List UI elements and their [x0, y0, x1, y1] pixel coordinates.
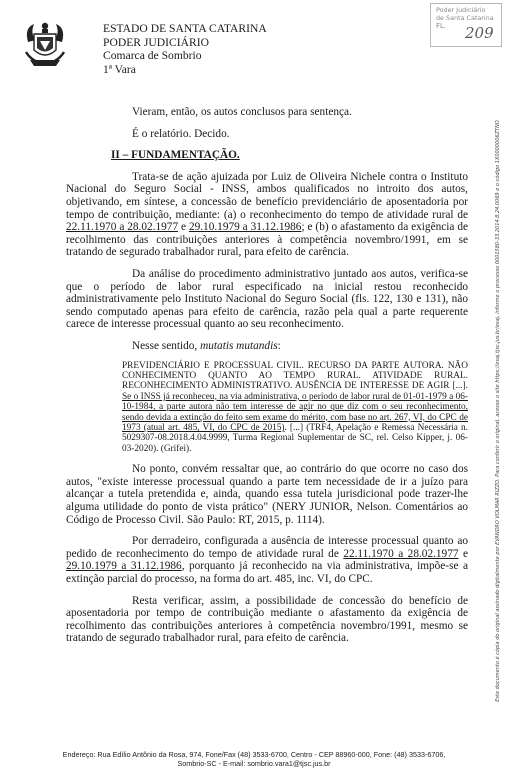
quote-underlined: Se o INSS já reconheceu, na via administrativa, o período de labor rural de 01-01-1979 a 06-10-1984, a parte autora não tem interesse de agir no que diz com o seu reconhecimento, sendo devida a extinção do feito sem exame do mérito, com base no art. 267, VI, do CPC de 1973 (atual art. 485, VI, do CPC de 2015)	[122, 391, 468, 433]
paragraph-6: Resta verificar, assim, a possibilidade de concessão do benefício de aposentadoria por tempo de contribuição mediante o afastamento da exigência de recolhimento das contribuições anteriores à competência novembro/1991, mesmo se tratando de segurado trabalhador rural, para efeito de carência.	[66, 594, 468, 645]
paragraph-4: No ponto, convém ressaltar que, ao contrário do que ocorre no caso dos autos, "existe interesse processual quando a parte tem necessidade de ir a juízo para alcançar a tutela pretendida e, ainda, quando essa tutela jurisdicional pode trazer-lhe alguma utilidade do ponto de vista prático" (NERY JUNIOR, Nelson. Comentários ao Código de Processo Civil. São Paulo: RT, 2015, p. 1114).	[66, 463, 468, 526]
p5-text-e: e	[458, 547, 468, 560]
page-stamp	[430, 3, 502, 47]
quote-text-a: PREVIDENCIÁRIO E PROCESSUAL CIVIL. RECURSO DA PARTE AUTORA. NÃO CONHECIMENTO QUANTO AO TEMPO RURAL. ATIVIDADE RURAL. RECONHECIMENTO ADMINISTRATIVO. AUSÊNCIA DE INTERESSE DE AGIR [...].	[122, 360, 468, 392]
paragraph-5	[66, 535, 468, 585]
court-header	[103, 22, 267, 76]
footer-contact: Sombrio-SC - E-mail: sombrio.vara1@tjsc.jus.br	[177, 759, 331, 769]
section-heading: II – FUNDAMENTAÇÃO.	[111, 149, 240, 162]
paragraph-relatorio: É o relatório. Decido.	[132, 127, 230, 140]
paragraph-2: Da análise do procedimento administrativo juntado aos autos, verifica-se que o período de labor rural especificado na inicial restou reconhecido administrativamente pelo Instituto Nacional do Seguro Social (fls. 122, 130 e 131), não sendo computado apenas para efeito de carência, razão pela qual a parte requerente carece de interesse processual quanto ao seu reconhecimento.	[66, 267, 468, 331]
coat-of-arms-icon	[22, 20, 68, 70]
footer-address: Endereço: Rua Edílio Antônio da Rosa, 974, Fone/Fax (48) 3533-6700, Centro - CEP 88960-000, Fone: (48) 3533-6706,	[62, 750, 446, 759]
p3-text-b: :	[277, 339, 281, 352]
p1-date-1: 22.11.1970 a 28.02.1977	[66, 221, 179, 234]
p5-text-a: Por derradeiro, configurada a ausência de interesse processual quanto ao pedido de reconhecimento do tempo de atividade rural de	[66, 535, 468, 560]
judicial-branch: PODER JUDICIÁRIO	[103, 35, 209, 49]
court-name: 1ª Vara	[103, 62, 136, 76]
stamp-line-2: de Santa Catarina	[436, 14, 494, 22]
p1-text-b: ; e (b) o afastamento da exigência de recolhimento das contribuições anteriores à competência novembro/1991, em se tratando de segurado trabalhador rural, para efeito de carência.	[66, 221, 468, 259]
case-law-quote	[122, 361, 468, 455]
state-name: ESTADO DE SANTA CATARINA	[103, 22, 267, 35]
p3-text-a: Nesse sentido,	[132, 339, 201, 352]
quote-text-b: . [...] (TRF4, Apelação e Remessa Necessária n. 5029307-08.2018.4.04.9999, Turma Regional Suplementar de SC, rel. Celso Kipper, j. 06-03-2020). (Grifei).	[122, 422, 468, 454]
stamp-page-number: 209	[465, 24, 494, 42]
paragraph-conclusos: Vieram, então, os autos conclusos para sentença.	[132, 106, 352, 118]
signature-sidebar	[492, 58, 504, 764]
paragraph-1	[66, 171, 468, 259]
p1-text-e: e	[178, 221, 189, 234]
district-name: Comarca de Sombrio	[103, 49, 202, 63]
p5-date-1: 22.11.1970 a 28.02.1977	[343, 547, 459, 560]
p1-date-2: 29.10.1979 a 31.12.1986	[188, 221, 302, 234]
p3-latin: mutatis mutandis	[200, 339, 278, 352]
stamp-line-1: Poder Judiciário	[436, 6, 486, 14]
p5-date-2: 29.10.1979 a 31.12.1986	[66, 560, 182, 573]
p1-text-a: Trata-se de ação ajuizada por Luiz de Oliveira Nichele contra o Instituto Nacional do Seguro Social - INSS, ambos qualificados no introito dos autos, objetivando, em síntese, a concessão de benefício previdenciário de aposentadoria por tempo de contribuição, mediante: (a) o reconhecimento do tempo de atividade rural de	[66, 170, 468, 221]
stamp-fl-label: FL.	[436, 22, 447, 30]
paragraph-3	[66, 340, 468, 353]
page-footer	[20, 750, 488, 768]
p5-text-b: , porquanto já reconhecido na via administrativa, impõe-se a extinção parcial do processo, na forma do art. 485, inc. VI, do CPC.	[66, 560, 468, 585]
document-body	[66, 106, 468, 645]
signature-sidebar-text: Este documento é cópia do original assinado digitalmente por EVANDRO VOLMAR RIZZO. Para conferir o original, acesse o site https://esaj.tjsc.jus.br/esaj, informe o processo 0001580-33.2014.8.24.0069 e o código 1X0000006ZTNO	[495, 120, 501, 702]
